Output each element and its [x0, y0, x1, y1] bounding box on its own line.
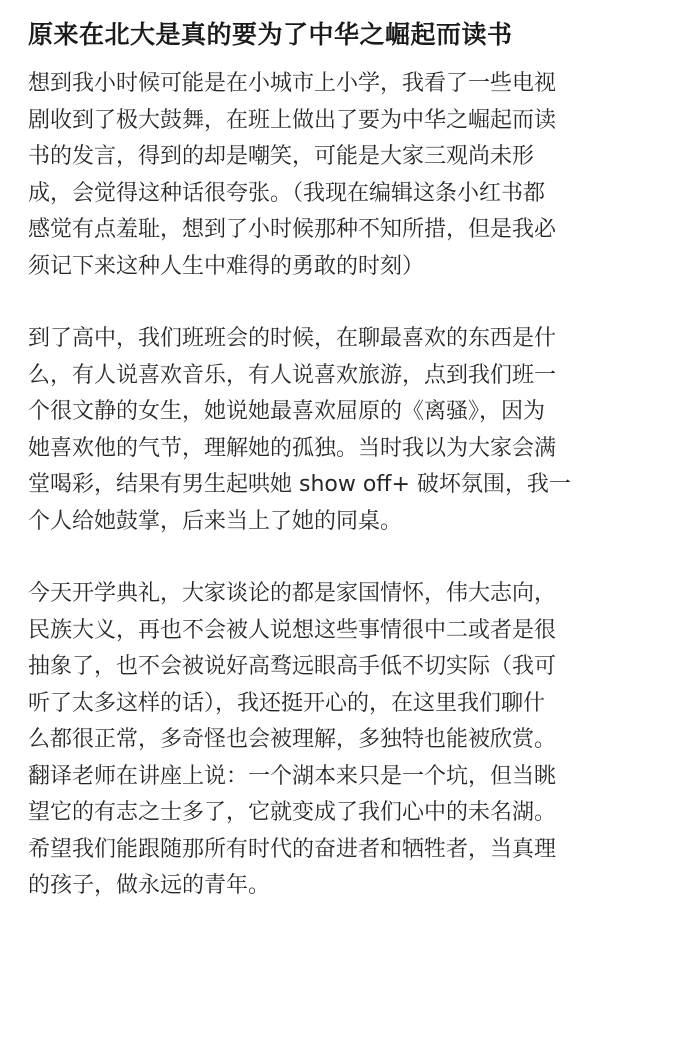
paragraph-line: 须记下来这种人生中难得的勇敢的时刻）	[28, 253, 425, 279]
paragraph-line: 到了高中，我们班班会的时候，在聊最喜欢的东西是什	[28, 326, 557, 351]
paragraph-line: 民族大义，再也不会被人说想这些事情很中二或者是很	[28, 617, 557, 643]
paragraph-line: 今天开学典礼，大家谈论的都是家国情怀，伟大志向，	[28, 581, 557, 606]
post-title: 原来在北大是真的要为了中华之崛起而读书	[28, 20, 513, 49]
paragraph-line: 感觉有点羞耻，想到了小时候那种不知所措，但是我必	[28, 217, 557, 242]
paragraph-line: 个很文静的女生，她说她最喜欢屈原的《离骚》，因为	[28, 399, 546, 424]
paragraph-line: 翻译老师在讲座上说：一个湖本来只是一个坑，但当眺	[28, 763, 557, 789]
paragraph-line: 望它的有志之士多了，它就变成了我们心中的未名湖。	[28, 800, 557, 825]
paragraph-line: 么都很正常，多奇怪也会被理解，多独特也能被欣赏。	[28, 727, 557, 752]
paragraph-line: 成，会觉得这种话很夸张。（我现在编辑这条小红书都	[28, 180, 546, 206]
paragraph-spacer	[28, 285, 664, 321]
paragraph-line: 听了太多这样的话），我还挺开心的，在这里我们聊什	[28, 690, 546, 716]
paragraph-line: 抽象了，也不会被说好高骛远眼高手低不切实际（我可	[28, 654, 557, 679]
paragraph-1	[28, 66, 664, 285]
paragraph-line: 个人给她鼓掌，后来当上了她的同桌。	[28, 508, 403, 534]
paragraph-line: 堂喝彩，结果有男生起哄她 show off+ 破坏氛围，我一	[28, 472, 571, 497]
paragraph-line: 书的发言，得到的却是嘲笑，可能是大家三观尚未形	[28, 144, 535, 169]
paragraph-2	[28, 321, 664, 540]
paragraph-line: 的孩子，做永远的青年。	[28, 873, 271, 898]
paragraph-line: 希望我们能跟随那所有时代的奋进者和牺牲者，当真理	[28, 836, 557, 862]
paragraph-3	[28, 576, 664, 905]
paragraph-line: 剧收到了极大鼓舞，在班上做出了要为中华之崛起而读	[28, 107, 557, 133]
paragraph-line: 么，有人说喜欢音乐，有人说喜欢旅游，点到我们班一	[28, 362, 557, 388]
paragraph-spacer	[28, 540, 664, 576]
paragraph-line: 她喜欢他的气节，理解她的孤独。当时我以为大家会满	[28, 435, 557, 461]
paragraph-line: 想到我小时候可能是在小城市上小学，我看了一些电视	[28, 71, 557, 96]
